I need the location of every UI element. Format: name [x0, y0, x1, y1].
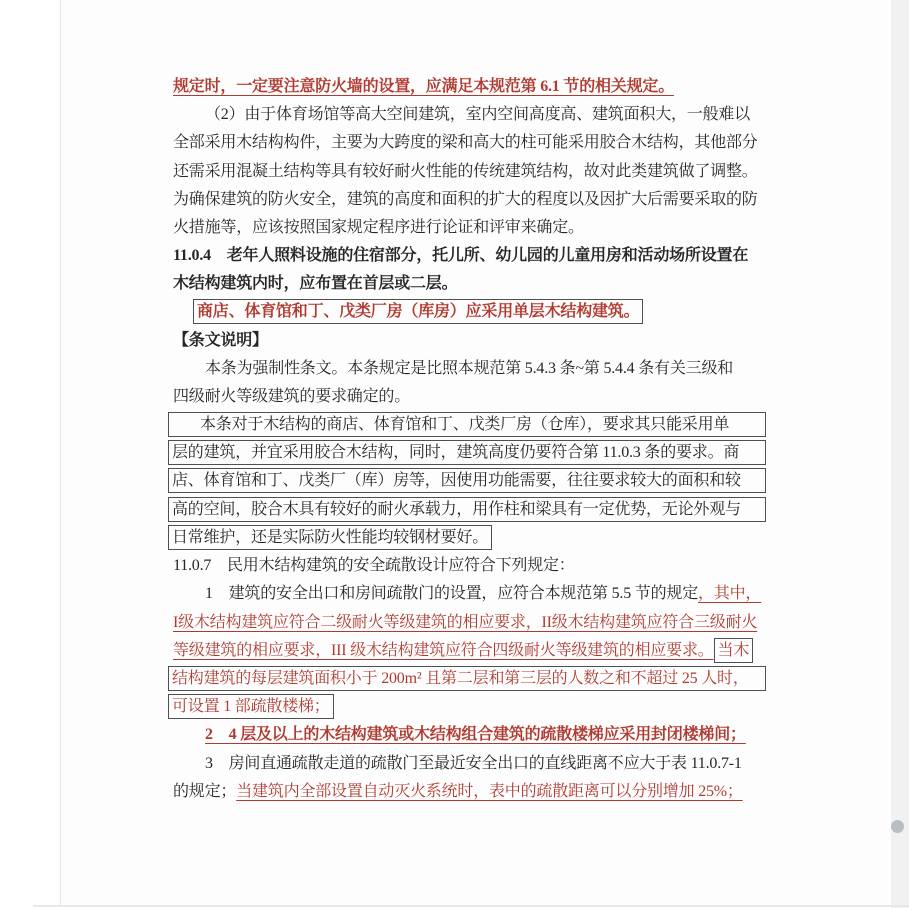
boxed-commentary-line: [173, 496, 761, 524]
red-boxed-insert-text: 当木: [714, 638, 754, 663]
boxed-commentary-text: 层的建筑，并宜采用胶合木结构，同时，建筑高度仍要符合第 11.0.3 条的要求。商: [168, 440, 766, 465]
page-gutter: [891, 0, 909, 908]
paragraph-text: 火措施等，应该按照国家规定程序进行论证和评审来确定。: [173, 218, 584, 236]
boxed-commentary-text: 日常维护，还是实际防火性能均较钢材要好。: [168, 525, 492, 550]
item-3-red-text: 当建筑内全部设置自动灭火系统时，表中的疏散距离可以分别增加 25%；: [236, 782, 743, 800]
item-3-line: [173, 750, 761, 778]
boxed-commentary-inner: 本条对于木结构的商店、体育馆和丁、戊类厂房（仓库），要求其只能采用单: [200, 416, 730, 434]
item-1-red-text: I级木结构建筑应符合二级耐火等级建筑的相应要求，II级木结构建筑应符合三级耐火: [173, 613, 758, 631]
paragraph-text: （2）由于体育场馆等高大空间建筑，室内空间高度高、建筑面积大，一般难以: [205, 106, 751, 124]
item-2-red-text: 2 4 层及以上的木结构建筑或木结构组合建筑的疏散楼梯应采用封闭楼梯间；: [205, 726, 746, 744]
item-1-line: [173, 637, 761, 665]
clause-heading-text: 木结构建筑内时，应布置在首层或二层。: [173, 275, 458, 293]
paragraph-text: 全部采用木结构构件，主要为大跨度的梁和高大的柱可能采用胶合木结构，其他部分: [173, 134, 758, 152]
commentary-heading: [173, 327, 761, 355]
paragraph-line: [173, 214, 761, 242]
paragraph-line: [173, 101, 761, 129]
item-1-red-text: 等级建筑的相应要求，III 级木结构建筑应符合四级耐火等级建筑的相应要求。: [173, 641, 714, 659]
item-2-line: [173, 721, 761, 749]
red-boxed-insert-text: 结构建筑的每层建筑面积小于 200m² 且第二层和第三层的人数之和不超过 25 人时，: [168, 666, 766, 691]
commentary-heading-text: 【条文说明】: [173, 331, 268, 349]
paragraph-line: [173, 158, 761, 186]
boxed-commentary-line: [173, 411, 761, 439]
commentary-line: [173, 355, 761, 383]
boxed-commentary-line: [173, 439, 761, 467]
item-1-line: [173, 609, 761, 637]
clause-11-0-4-heading: [173, 242, 761, 270]
document-page: [60, 0, 892, 905]
red-boxed-rule-text: 商店、体育馆和丁、戊类厂房（库房）应采用单层木结构建筑。: [193, 299, 643, 324]
boxed-commentary-line: [173, 524, 761, 552]
paragraph-text: 为确保建筑的防火安全，建筑的高度和面积的扩大的程度以及因扩大后需要采取的防: [173, 190, 758, 208]
red-boxed-insert-line: [173, 665, 761, 693]
paragraph-line: [173, 129, 761, 157]
commentary-text: 本条为强制性条文。本条规定是比照本规范第 5.4.3 条~第 5.4.4 条有关三级和: [205, 359, 734, 377]
paragraph-text: 还需采用混凝土结构等具有较好耐火性能的传统建筑结构，故对此类建筑做了调整。: [173, 162, 758, 180]
item-3-black-text: 的规定；: [173, 782, 237, 800]
clause-11-0-4-heading: [173, 270, 761, 298]
page-bottom-divider: [33, 905, 909, 907]
boxed-commentary-text: 店、体育馆和丁、戊类厂（库）房等，因使用功能需要，往往要求较大的面积和较: [168, 468, 766, 493]
commentary-line: [173, 383, 761, 411]
red-note-line: [173, 73, 761, 101]
boxed-commentary-text: [168, 412, 766, 437]
boxed-commentary-line: [173, 468, 761, 496]
red-boxed-insert-line: [173, 693, 761, 721]
document-content: [173, 73, 761, 806]
clause-11-0-7-heading: [173, 552, 761, 580]
item-1-black-text: 1 建筑的安全出口和房间疏散门的设置，应符合本规范第 5.5 节的规定: [205, 585, 699, 603]
commentary-text: 四级耐火等级建筑的要求确定的。: [173, 388, 411, 406]
clause-heading-text: 11.0.7 民用木结构建筑的安全疏散设计应符合下列规定：: [173, 557, 575, 575]
item-3-line: [173, 778, 761, 806]
item-1-line: [173, 580, 761, 608]
item-1-red-text: ，其中，: [698, 585, 762, 603]
red-boxed-rule-line: [173, 299, 761, 327]
item-3-black-text: 3 房间直通疏散走道的疏散门至最近安全出口的直线距离不应大于表 11.0.7-1: [205, 754, 742, 772]
clause-heading-text: 11.0.4 老年人照料设施的住宿部分，托儿所、幼儿园的儿童用房和活动场所设置在: [173, 247, 749, 265]
boxed-commentary-text: 高的空间，胶合木具有较好的耐火承载力，用作柱和梁具有一定优势，无论外观与: [168, 497, 766, 522]
red-boxed-insert-text: 可设置 1 部疏散楼梯；: [168, 694, 334, 719]
scrollbar-thumb-dot[interactable]: [891, 820, 904, 833]
red-note-text: 规定时，一定要注意防火墙的设置，应满足本规范第 6.1 节的相关规定。: [173, 78, 675, 95]
paragraph-line: [173, 186, 761, 214]
